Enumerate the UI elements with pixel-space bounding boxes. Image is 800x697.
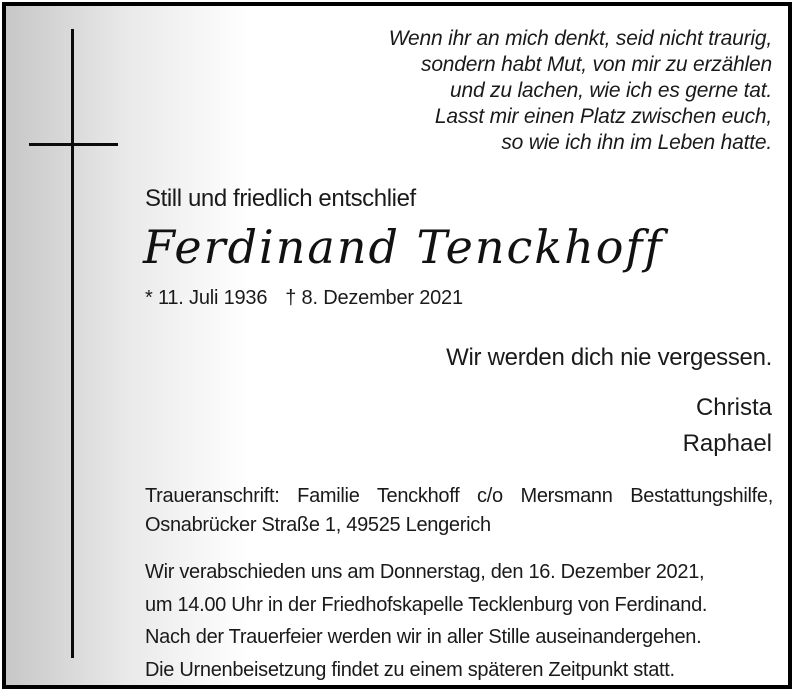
address-block: [145, 482, 773, 540]
remembrance-line: Wir werden dich nie vergessen.: [446, 344, 772, 371]
poem-line: Wenn ihr an mich denkt, seid nicht traurig,: [388, 27, 772, 50]
poem-line: Lasst mir einen Platz zwischen euch,: [434, 105, 772, 128]
farewell-line: Nach der Trauerfeier werden wir in aller Stille auseinandergehen.: [145, 626, 702, 648]
farewell-block: [145, 556, 785, 686]
cross-horizontal-bar: [29, 143, 118, 146]
birth-date: * 11. Juli 1936: [145, 287, 268, 309]
address-line: Osnabrücker Straße 1, 49525 Lengerich: [145, 514, 491, 536]
mourner-name: Christa: [695, 394, 772, 421]
intro-line: Still und friedlich entschlief: [145, 185, 416, 212]
poem-line: sondern habt Mut, von mir zu erzählen: [421, 53, 772, 76]
farewell-line: Wir verabschieden uns am Donnerstag, den 16. Dezember 2021,: [145, 561, 705, 583]
poem-line: so wie ich ihn im Leben hatte.: [501, 131, 772, 154]
life-dates: [145, 287, 463, 310]
poem-line: und zu lachen, wie ich es gerne tat.: [449, 79, 772, 102]
notice-frame: [2, 2, 792, 689]
cross-vertical-bar: [71, 29, 74, 658]
death-date: † 8. Dezember 2021: [285, 287, 463, 309]
address-line: Traueranschrift: Familie Tenckhoff c/o Mersmann Bestattungshilfe,: [145, 485, 773, 507]
farewell-line: um 14.00 Uhr in der Friedhofskapelle Tecklenburg von Ferdinand.: [145, 593, 708, 616]
deceased-name: Ferdinand Tenckhoff: [143, 220, 664, 274]
mourner-name: Raphael: [682, 430, 772, 457]
poem-quote: [389, 26, 772, 156]
mourners-list: [683, 390, 772, 462]
farewell-line: Die Urnenbeisetzung findet zu einem späteren Zeitpunkt statt.: [145, 658, 675, 681]
